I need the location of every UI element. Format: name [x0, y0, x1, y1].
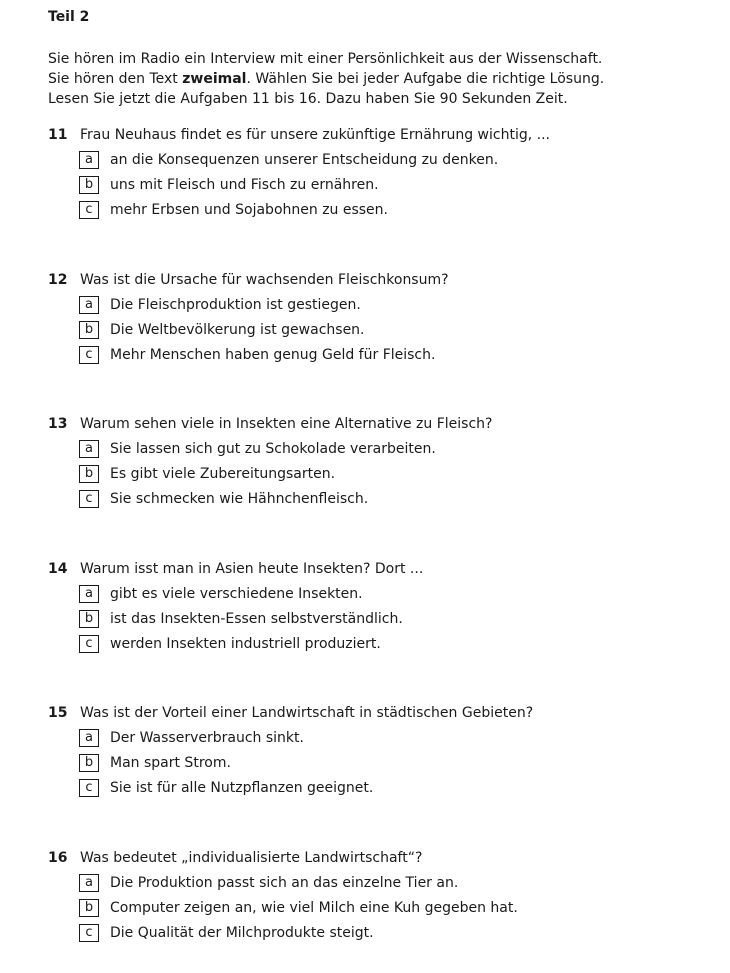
question — [48, 414, 708, 434]
answer-checkbox-a[interactable]: a — [79, 585, 99, 603]
question-text: Was ist die Ursache für wachsenden Fleischkonsum? — [80, 272, 449, 288]
question-text: Was ist der Vorteil einer Landwirtschaft in städtischen Gebieten? — [80, 705, 534, 721]
answer-text: Die Weltbevölkerung ist gewachsen. — [110, 321, 365, 338]
task-14 — [48, 559, 708, 652]
answer-text: Die Qualität der Milchprodukte steigt. — [110, 924, 374, 941]
answer-text: an die Konsequenzen unserer Entscheidung zu denken. — [110, 152, 499, 168]
task-16 — [48, 848, 708, 941]
answer-checkbox-c[interactable]: c — [79, 779, 99, 797]
answer-checkbox-c[interactable]: c — [79, 490, 99, 508]
answer-checkbox-a[interactable]: a — [79, 296, 99, 314]
question-number: 16 — [48, 850, 68, 866]
question-number: 15 — [48, 705, 68, 721]
instruction-line-1: Sie hören im Radio ein Interview mit einer Persönlichkeit aus der Wissenschaft. — [48, 51, 603, 67]
question — [48, 848, 708, 868]
instructions — [48, 49, 604, 109]
answer-checkbox-a[interactable]: a — [79, 440, 99, 458]
question — [48, 125, 708, 145]
answer-text: Computer zeigen an, wie viel Milch eine Kuh gegeben hat. — [110, 899, 518, 916]
task-12 — [48, 270, 708, 363]
question-text: Was bedeutet „individualisierte Landwirtschaft“? — [80, 850, 423, 866]
answer-text: werden Insekten industriell produziert. — [110, 635, 381, 652]
question-number: 12 — [48, 272, 68, 288]
question — [48, 559, 708, 579]
task-15 — [48, 703, 708, 796]
answer-text: ist das Insekten-Essen selbstverständlich. — [110, 610, 403, 627]
answer-text: Sie lassen sich gut zu Schokolade verarbeiten. — [110, 441, 436, 457]
answer-text: Mehr Menschen haben genug Geld für Fleisch. — [110, 346, 436, 363]
task-13 — [48, 414, 708, 507]
answer-text: gibt es viele verschiedene Insekten. — [110, 586, 363, 602]
answer-text: Man spart Strom. — [110, 754, 231, 771]
instruction-emphasis: zweimal — [182, 71, 247, 87]
instruction-line-2-start: Sie hören den Text — [48, 71, 183, 87]
answer-checkbox-b[interactable]: b — [79, 321, 99, 339]
answer-checkbox-c[interactable]: c — [79, 924, 99, 942]
question-number: 11 — [48, 127, 68, 143]
question-text: Warum sehen viele in Insekten eine Alternative zu Fleisch? — [80, 416, 493, 432]
question — [48, 703, 708, 723]
instruction-line-2-end: . Wählen Sie bei jeder Aufgabe die richtige Lösung. — [246, 71, 605, 87]
question-number: 13 — [48, 416, 68, 432]
answer-checkbox-c[interactable]: c — [79, 201, 99, 219]
question — [48, 270, 708, 290]
instruction-line-2 — [48, 69, 604, 89]
answer-text: uns mit Fleisch und Fisch zu ernähren. — [110, 176, 379, 193]
answer-text: Die Produktion passt sich an das einzelne Tier an. — [110, 875, 459, 891]
answer-checkbox-b[interactable]: b — [79, 754, 99, 772]
question-text: Frau Neuhaus findet es für unsere zukünftige Ernährung wichtig, ... — [80, 127, 550, 143]
answer-checkbox-b[interactable]: b — [79, 465, 99, 483]
instruction-line-3: Lesen Sie jetzt die Aufgaben 11 bis 16. Dazu haben Sie 90 Sekunden Zeit. — [48, 91, 568, 107]
answer-text: Sie schmecken wie Hähnchenfleisch. — [110, 490, 369, 507]
answer-text: Die Fleischproduktion ist gestiegen. — [110, 297, 361, 313]
answer-checkbox-c[interactable]: c — [79, 635, 99, 653]
task-11 — [48, 125, 708, 218]
answer-checkbox-a[interactable]: a — [79, 729, 99, 747]
answer-checkbox-a[interactable]: a — [79, 151, 99, 169]
answer-checkbox-b[interactable]: b — [79, 176, 99, 194]
question-text: Warum isst man in Asien heute Insekten? Dort ... — [80, 561, 424, 577]
section-title: Teil 2 — [48, 9, 90, 25]
answer-checkbox-a[interactable]: a — [79, 874, 99, 892]
answer-checkbox-b[interactable]: b — [79, 899, 99, 917]
answer-text: Es gibt viele Zubereitungsarten. — [110, 465, 336, 482]
answer-text: Der Wasserverbrauch sinkt. — [110, 730, 304, 746]
answer-checkbox-c[interactable]: c — [79, 346, 99, 364]
answer-checkbox-b[interactable]: b — [79, 610, 99, 628]
answer-text: Sie ist für alle Nutzpflanzen geeignet. — [110, 779, 374, 796]
question-number: 14 — [48, 561, 68, 577]
answer-text: mehr Erbsen und Sojabohnen zu essen. — [110, 201, 388, 218]
